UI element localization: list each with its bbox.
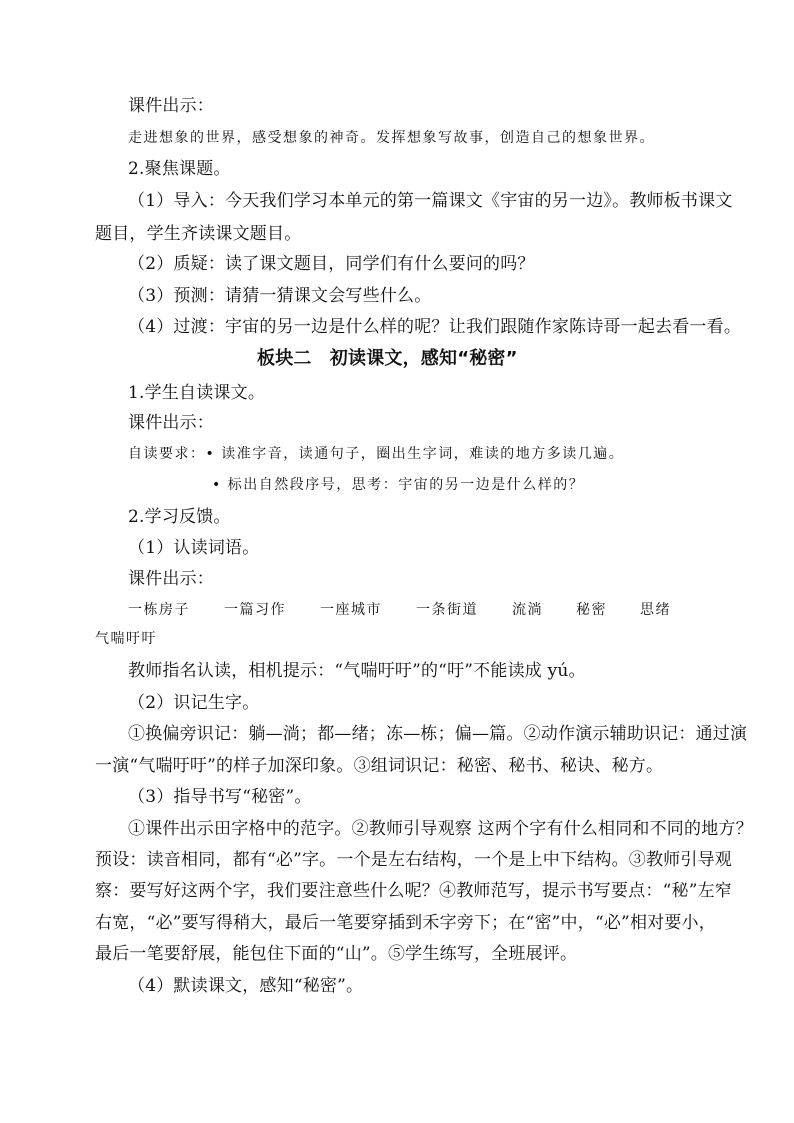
courseware-label-1: 课件出示： [128,96,214,116]
block-heading: 板块二 初读课文，感知“秘密” [257,348,518,369]
section-title-focus: 2.聚焦课题。 [128,159,231,179]
section-title-self-read: 1.学生自读课文。 [128,383,266,403]
vocab-word: 思绪 [640,602,671,618]
subsection-writing: （3）指导书写“秘密”。 [128,787,312,807]
vocab-word: 流淌 [512,602,543,618]
vocab-word: 一条街道 [416,602,478,618]
courseware-label-3: 课件出示： [128,569,214,589]
courseware-text-1: 走进想象的世界，感受想象的神奇。发挥想象写故事，创造自己的想象世界。 [128,130,655,146]
paragraph-characters-line-1: ①换偏旁识记：躺—淌；都—绪；冻—栋；偏—篇。②动作演示辅助识记：通过演 [128,724,748,744]
paragraph-predict: （3）预测：请猜一猜课文会写些什么。 [128,286,432,306]
paragraph-writing-line-5: 最后一笔要舒展，能包住下面的“山”。⑤学生练写，全班展评。 [95,944,578,964]
vocab-word: 一座城市 [320,602,382,618]
reading-requirement-2: • 标出自然段序号，思考：宇宙的另一边是什么样的？ [212,477,585,493]
paragraph-writing-line-2: 预设：读音相同，都有“必”字。一个是左右结构，一个是上中下结构。③教师引导观 [95,850,732,870]
paragraph-intro-line-1: （1）导入：今天我们学习本单元的第一篇课文《宇宙的另一边》。教师板书课文 [128,191,733,211]
section-title-feedback: 2.学习反馈。 [128,507,231,527]
courseware-label-2: 课件出示： [128,413,214,433]
vocab-word: 气喘吁吁 [95,631,157,647]
paragraph-writing-line-3: 察：要写好这两个字，我们要注意些什么呢？④教师范写，提示书写要点：“秘”左窄 [95,881,732,901]
paragraph-characters-line-2: 一演“气喘吁吁”的样子加深印象。③组词识记：秘密、秘书、秘诀、秘方。 [95,756,664,776]
vocab-word: 一篇习作 [224,602,286,618]
subsection-characters: （2）识记生字。 [128,693,260,713]
reading-requirement-1: 自读要求：• 读准字音，读通句子，圈出生字词，难读的地方多读几遍。 [128,446,625,462]
paragraph-intro-line-2: 题目，学生齐读课文题目。 [95,224,302,244]
paragraph-transition: （4）过渡：宇宙的另一边是什么样的呢？让我们跟随作家陈诗哥一起去看一看。 [128,317,742,337]
vocab-word: 一栋房子 [128,602,190,618]
subsection-silent-reading: （4）默读课文，感知“秘密”。 [128,976,364,996]
subsection-words: （1）认读词语。 [128,538,260,558]
vocab-word: 秘密 [576,602,607,618]
paragraph-reading-hint: 教师指名认读，相机提示：“气喘吁吁”的“吁”不能读成 yú。 [128,661,586,681]
paragraph-writing-line-4: 右宽，“必”要写得稍大，最后一笔要穿插到禾字旁下；在“密”中，“必”相对要小， [95,913,716,933]
paragraph-question: （2）质疑：读了课文题目，同学们有什么要问的吗？ [128,254,535,274]
paragraph-writing-line-1: ①课件出示田字格中的范字。②教师引导观察 这两个字有什么相同和不同的地方？ [128,819,753,839]
